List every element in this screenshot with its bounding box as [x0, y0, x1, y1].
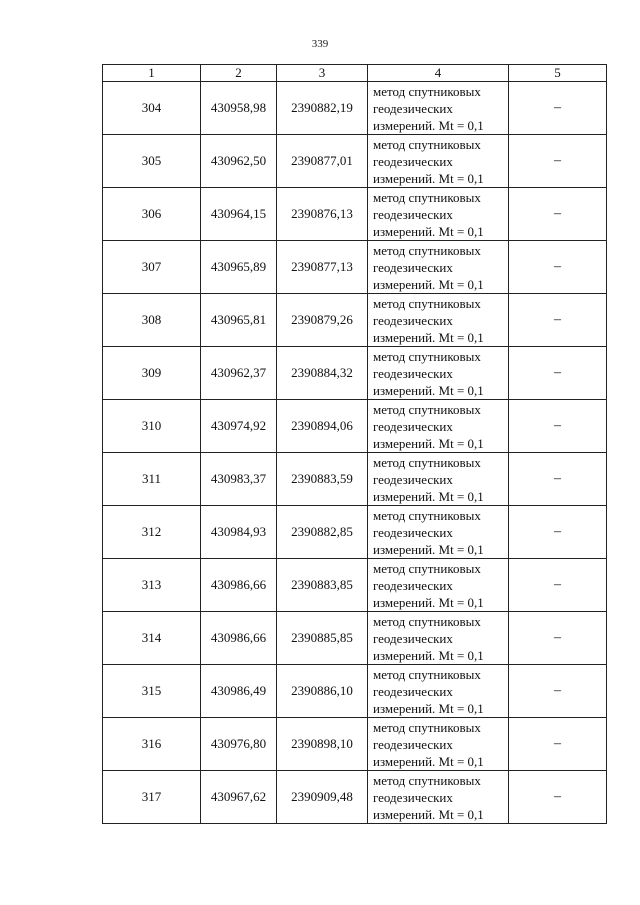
method-line-2: геодезических	[373, 365, 453, 381]
note-cell: –	[509, 506, 607, 559]
method-line-2: геодезических	[373, 100, 453, 116]
coordinate-y: 2390876,13	[277, 188, 368, 241]
method-line-2: геодезических	[373, 683, 453, 699]
coordinate-x: 430958,98	[201, 82, 277, 135]
note-cell: –	[509, 82, 607, 135]
method-line-1: метод спутниковых	[373, 613, 481, 629]
method-line-2: геодезических	[373, 312, 453, 328]
point-number: 305	[103, 135, 201, 188]
method-cell	[368, 400, 509, 453]
coordinate-x: 430983,37	[201, 453, 277, 506]
method-line-2: геодезических	[373, 524, 453, 540]
table-row	[103, 506, 607, 559]
coordinate-y: 2390884,32	[277, 347, 368, 400]
method-line-2: геодезических	[373, 471, 453, 487]
method-line-2: геодезических	[373, 206, 453, 222]
method-cell	[368, 665, 509, 718]
point-number: 313	[103, 559, 201, 612]
column-header-3: 3	[277, 65, 368, 82]
coordinates-table	[102, 64, 607, 824]
coordinate-x: 430965,81	[201, 294, 277, 347]
coordinate-y: 2390882,85	[277, 506, 368, 559]
method-line-3: измерений. Mt = 0,1	[373, 276, 484, 292]
point-number: 309	[103, 347, 201, 400]
method-cell	[368, 559, 509, 612]
method-line-3: измерений. Mt = 0,1	[373, 700, 484, 716]
method-line-1: метод спутниковых	[373, 242, 481, 258]
coordinate-x: 430962,50	[201, 135, 277, 188]
note-cell: –	[509, 347, 607, 400]
method-line-1: метод спутниковых	[373, 83, 481, 99]
method-line-2: геодезических	[373, 736, 453, 752]
method-cell	[368, 453, 509, 506]
method-line-3: измерений. Mt = 0,1	[373, 223, 484, 239]
table-row	[103, 400, 607, 453]
method-line-3: измерений. Mt = 0,1	[373, 594, 484, 610]
method-line-3: измерений. Mt = 0,1	[373, 488, 484, 504]
coordinate-x: 430984,93	[201, 506, 277, 559]
method-line-3: измерений. Mt = 0,1	[373, 117, 484, 133]
method-line-3: измерений. Mt = 0,1	[373, 382, 484, 398]
table-row	[103, 135, 607, 188]
coordinate-y: 2390879,26	[277, 294, 368, 347]
note-cell: –	[509, 612, 607, 665]
coordinate-x: 430976,80	[201, 718, 277, 771]
method-cell	[368, 241, 509, 294]
point-number: 317	[103, 771, 201, 824]
note-cell: –	[509, 665, 607, 718]
note-cell: –	[509, 453, 607, 506]
method-line-1: метод спутниковых	[373, 454, 481, 470]
coordinate-x: 430965,89	[201, 241, 277, 294]
coordinate-x: 430967,62	[201, 771, 277, 824]
point-number: 310	[103, 400, 201, 453]
note-cell: –	[509, 294, 607, 347]
note-cell: –	[509, 135, 607, 188]
point-number: 308	[103, 294, 201, 347]
method-line-1: метод спутниковых	[373, 295, 481, 311]
coordinate-y: 2390886,10	[277, 665, 368, 718]
table-row	[103, 82, 607, 135]
method-line-3: измерений. Mt = 0,1	[373, 753, 484, 769]
note-cell: –	[509, 241, 607, 294]
method-line-2: геодезических	[373, 630, 453, 646]
column-header-2: 2	[201, 65, 277, 82]
coordinate-x: 430986,66	[201, 612, 277, 665]
coordinate-y: 2390877,01	[277, 135, 368, 188]
note-cell: –	[509, 400, 607, 453]
header-row	[103, 65, 607, 82]
method-line-1: метод спутниковых	[373, 666, 481, 682]
note-cell: –	[509, 718, 607, 771]
coordinate-y: 2390909,48	[277, 771, 368, 824]
method-cell	[368, 188, 509, 241]
coordinate-x: 430964,15	[201, 188, 277, 241]
method-line-1: метод спутниковых	[373, 719, 481, 735]
coordinate-y: 2390882,19	[277, 82, 368, 135]
table-row	[103, 665, 607, 718]
point-number: 311	[103, 453, 201, 506]
coordinate-x: 430986,49	[201, 665, 277, 718]
table-row	[103, 188, 607, 241]
method-line-2: геодезических	[373, 577, 453, 593]
table-row	[103, 241, 607, 294]
method-line-1: метод спутниковых	[373, 189, 481, 205]
coordinate-y: 2390883,59	[277, 453, 368, 506]
point-number: 307	[103, 241, 201, 294]
page-number: 339	[311, 38, 329, 50]
method-line-2: геодезических	[373, 418, 453, 434]
method-cell	[368, 82, 509, 135]
method-line-3: измерений. Mt = 0,1	[373, 329, 484, 345]
method-line-1: метод спутниковых	[373, 401, 481, 417]
column-header-4: 4	[368, 65, 509, 82]
note-cell: –	[509, 771, 607, 824]
column-header-5: 5	[509, 65, 607, 82]
coordinate-y: 2390894,06	[277, 400, 368, 453]
method-line-3: измерений. Mt = 0,1	[373, 170, 484, 186]
method-line-3: измерений. Mt = 0,1	[373, 541, 484, 557]
table-row	[103, 771, 607, 824]
method-line-2: геодезических	[373, 789, 453, 805]
coordinate-y: 2390883,85	[277, 559, 368, 612]
coordinate-y: 2390898,10	[277, 718, 368, 771]
method-line-2: геодезических	[373, 259, 453, 275]
method-line-3: измерений. Mt = 0,1	[373, 435, 484, 451]
point-number: 315	[103, 665, 201, 718]
note-cell: –	[509, 188, 607, 241]
method-line-3: измерений. Mt = 0,1	[373, 806, 484, 822]
table-row	[103, 718, 607, 771]
method-cell	[368, 506, 509, 559]
table-row	[103, 294, 607, 347]
point-number: 314	[103, 612, 201, 665]
table-row	[103, 612, 607, 665]
point-number: 306	[103, 188, 201, 241]
method-line-1: метод спутниковых	[373, 507, 481, 523]
coordinate-x: 430986,66	[201, 559, 277, 612]
point-number: 316	[103, 718, 201, 771]
method-cell	[368, 771, 509, 824]
table-row	[103, 559, 607, 612]
method-cell	[368, 718, 509, 771]
method-line-2: геодезических	[373, 153, 453, 169]
method-line-1: метод спутниковых	[373, 560, 481, 576]
point-number: 304	[103, 82, 201, 135]
method-line-3: измерений. Mt = 0,1	[373, 647, 484, 663]
coordinate-y: 2390885,85	[277, 612, 368, 665]
method-line-1: метод спутниковых	[373, 136, 481, 152]
method-line-1: метод спутниковых	[373, 772, 481, 788]
table-row	[103, 347, 607, 400]
method-cell	[368, 612, 509, 665]
method-line-1: метод спутниковых	[373, 348, 481, 364]
point-number: 312	[103, 506, 201, 559]
note-cell: –	[509, 559, 607, 612]
method-cell	[368, 294, 509, 347]
column-header-1: 1	[103, 65, 201, 82]
method-cell	[368, 135, 509, 188]
method-cell	[368, 347, 509, 400]
table-row	[103, 453, 607, 506]
table-body	[103, 82, 607, 824]
coordinate-x: 430974,92	[201, 400, 277, 453]
coordinate-x: 430962,37	[201, 347, 277, 400]
coordinate-y: 2390877,13	[277, 241, 368, 294]
